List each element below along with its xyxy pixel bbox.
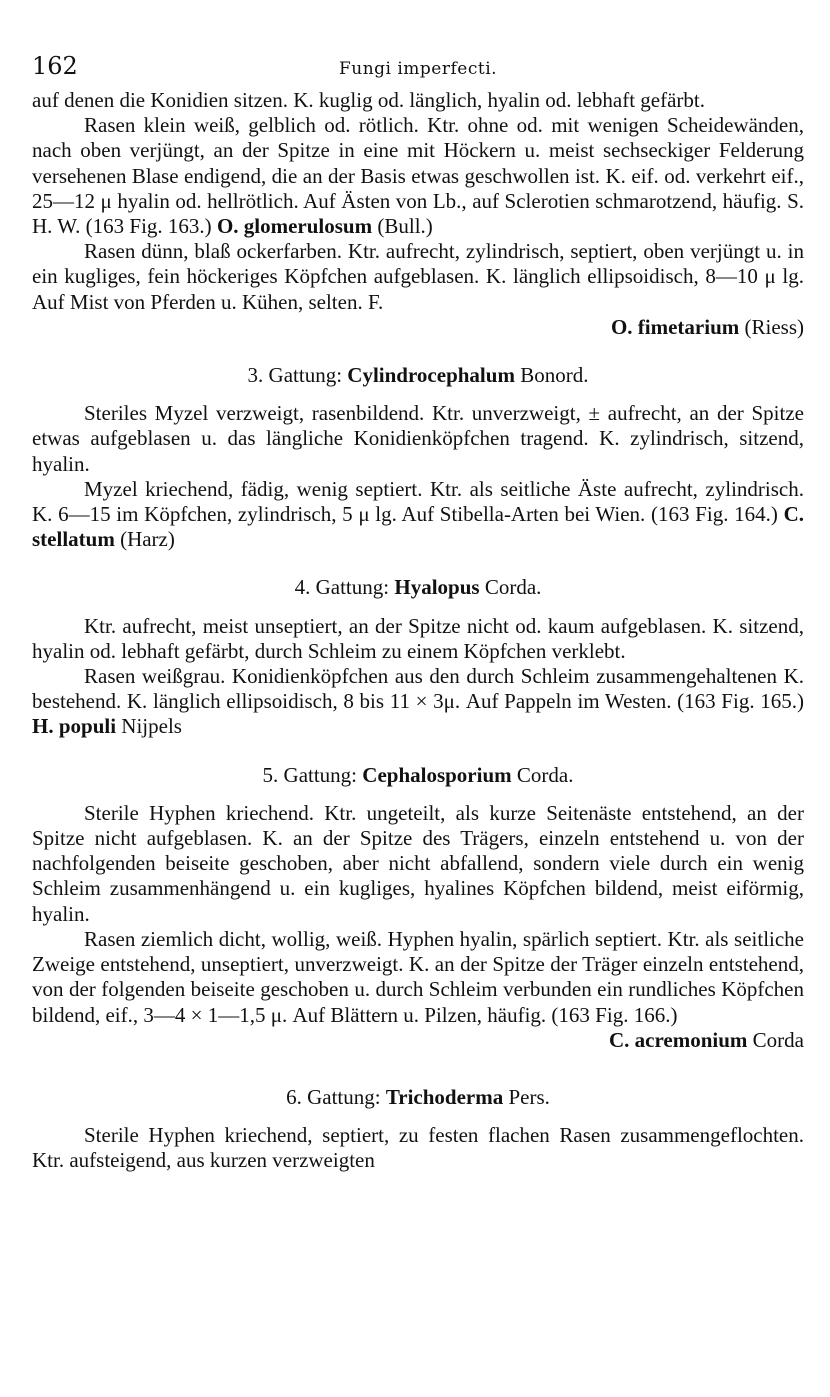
genus-number: 4. Gattung:: [294, 575, 390, 600]
paragraph: auf denen die Konidien sitzen. K. kuglig od. länglich, hyalin od. lebhaft gefärbt.: [32, 88, 705, 112]
genus-heading: [32, 363, 804, 388]
species-description: Rasen klein weiß, gelblich od. rötlich. Ktr. ohne od. mit wenigen Scheidewänden, nach oben verjüngt, an der Spitze in eine mit Höckern u. meist sechseckiger Felderung versehenen Blase endigend, die an der Basis etwas geschwollen ist. K. eif. od. verkehrt eif., 25—12 μ hyalin od. hellrötlich. Auf Ästen von Lb., auf Sclerotien schmarotzend, häufig. S. H. W. (163 Fig. 163.): [32, 113, 804, 239]
page: [32, 52, 804, 1174]
species-author: Nijpels: [121, 714, 182, 739]
species-author: Corda: [752, 1027, 804, 1052]
genus-name: Trichoderma: [385, 1084, 504, 1109]
genus-description: Sterile Hyphen kriechend. Ktr. ungeteilt, als kurze Seitenäste entstehend, an der Spitze nicht aufgeblasen. K. an der Spitze des Trägers, einzeln entstehend u. von der nachfolgenden beiseite geschoben, aber nicht abfallend, sondern viele durch ein wenig Schleim zusammenhängend u. ein kugliges, hyalines Köpfchen bildend, meist eiförmig, hyalin.: [32, 800, 804, 926]
species-paragraph: [32, 927, 804, 1053]
genus-author: Bonord.: [520, 363, 589, 388]
genus-heading: [32, 763, 804, 788]
genus-description: Steriles Myzel verzweigt, rasenbildend. Ktr. unverzweigt, ± aufrecht, an der Spitze etwas aufgeblasen u. das längliche Konidienköpfchen tragend. K. zylindrisch, sitzend, hyalin.: [32, 401, 804, 476]
species-author: (Bull.): [377, 214, 433, 239]
page-header: [32, 52, 804, 88]
species-author: (Riess): [744, 314, 804, 339]
genus-author: Pers.: [508, 1084, 550, 1109]
species-line: [32, 1028, 804, 1053]
species-paragraph: [32, 113, 804, 239]
genus-heading: [32, 575, 804, 600]
genus-heading: [32, 1085, 804, 1110]
genus-description: Ktr. aufrecht, meist unseptiert, an der Spitze nicht od. kaum aufgeblasen. K. sitzend, hyalin od. lebhaft gefärbt, durch Schleim zu einem Köpfchen verklebt.: [32, 613, 804, 663]
species-line: [32, 315, 804, 340]
species-description: Myzel kriechend, fädig, wenig septiert. Ktr. als seitliche Äste aufrecht, zylindrisch. K. 6—15 im Köpfchen, zylindrisch, 5 μ lg. Auf Stibella-Arten bei Wien. (163 Fig. 164.): [32, 476, 804, 527]
species-author: (Harz): [120, 527, 175, 552]
species-paragraph: [32, 664, 804, 740]
genus-description: Sterile Hyphen kriechend, septiert, zu festen flachen Rasen zusammengeflochten. Ktr. aufsteigend, aus kurzen verzweigten: [32, 1123, 804, 1173]
species-paragraph: [32, 239, 804, 340]
genus-name: Hyalopus: [394, 575, 480, 600]
species-name: C. stellatum: [32, 502, 805, 552]
genus-name: Cylindrocephalum: [347, 363, 515, 388]
species-description: Rasen ziemlich dicht, wollig, weiß. Hyphen hyalin, spärlich septiert. Ktr. als seitliche Zweige entstehend, unseptiert, unverzweigt. K. an der Spitze der Träger einzeln entstehend, von der folgenden beiseite geschoben u. durch Schleim verbunden ein rundliches Köpfchen bildend, eif., 3—4 × 1—1,5 μ. Auf Blättern u. Pilzen, häufig. (163 Fig. 166.): [32, 926, 804, 1027]
genus-number: 3. Gattung:: [247, 363, 343, 388]
species-name: C. acremonium: [608, 1027, 748, 1052]
genus-author: Corda.: [516, 762, 574, 787]
genus-number: 6. Gattung:: [286, 1084, 381, 1109]
species-paragraph: [32, 477, 804, 553]
species-name: O. fimetarium: [610, 314, 740, 339]
species-name: H. populi: [32, 714, 117, 739]
species-name: O. glomerulosum: [216, 214, 373, 239]
genus-author: Corda.: [484, 575, 542, 600]
species-description: Rasen dünn, blaß ockerfarben. Ktr. aufrecht, zylindrisch, septiert, oben verjüngt u. in ein kugliges, fein höckeriges Köpfchen aufgeblasen. K. länglich ellipsoidisch, 8—10 μ lg. Auf Mist von Pferden u. Kühen, selten. F.: [32, 239, 804, 314]
running-title: Fungi imperfecti.: [338, 59, 498, 79]
species-description: Rasen weißgrau. Konidienköpfchen aus den durch Schleim zusammengehaltenen K. bestehend. K. länglich ellipsoidisch, 8 bis 11 × 3μ. Auf Pappeln im Westen. (163 Fig. 165.): [32, 664, 804, 714]
genus-number: 5. Gattung:: [262, 762, 358, 787]
page-number: 162: [32, 52, 78, 80]
genus-name: Cephalosporium: [362, 762, 512, 787]
body-text: [32, 88, 804, 1174]
